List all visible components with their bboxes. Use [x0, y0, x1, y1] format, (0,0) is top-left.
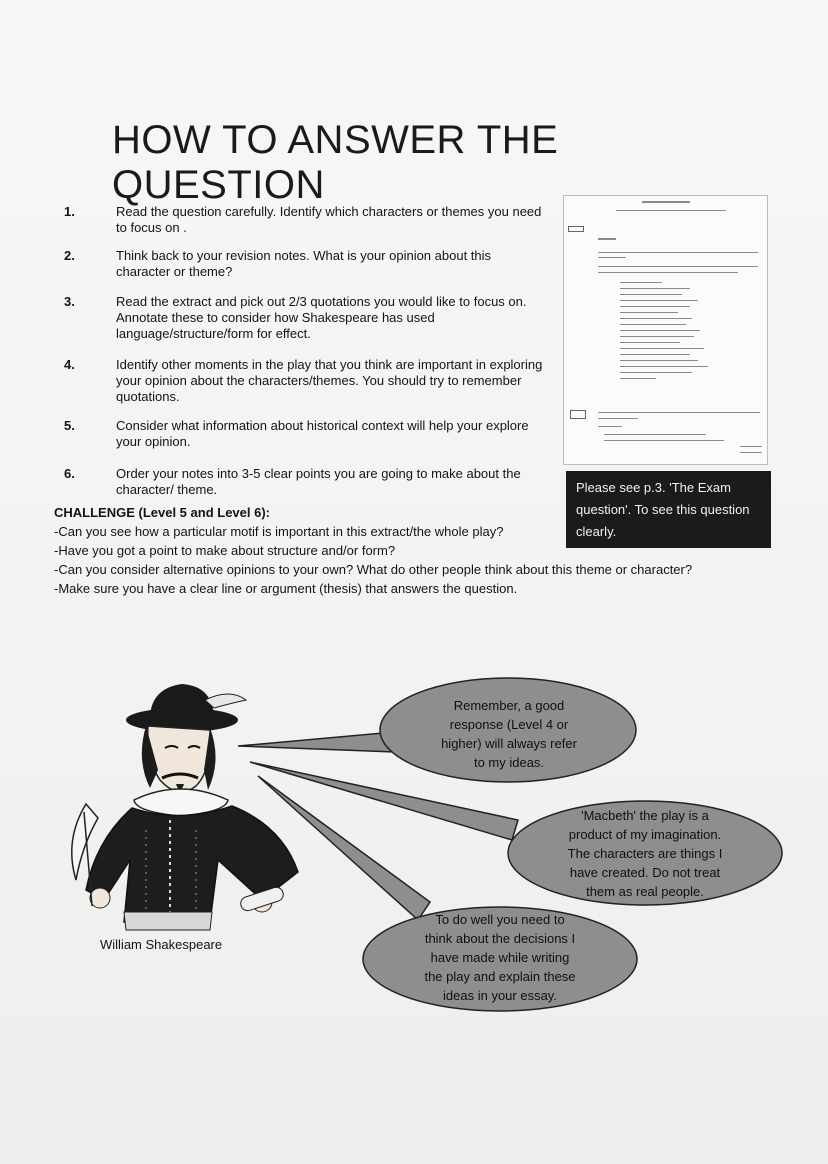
bubble-tail	[238, 732, 395, 752]
challenge-line: -Can you consider alternative opinions to your own? What do other people think about this theme or character?	[54, 562, 693, 577]
step-text: Consider what information about historical context will help your explore your opinion.	[116, 418, 529, 449]
step-number: 5.	[64, 418, 75, 433]
step-text: Order your notes into 3-5 clear points you are going to make about the character/ theme.	[116, 466, 521, 497]
step-number: 3.	[64, 294, 75, 309]
step-number: 4.	[64, 357, 75, 372]
step-number: 2.	[64, 248, 75, 263]
step-number: 1.	[64, 204, 75, 219]
exam-note-box: Please see p.3. 'The Exam question'. To see this question clearly.	[566, 471, 771, 548]
step-text: Read the extract and pick out 2/3 quotations you would like to focus on. Annotate these to consider how Shakespeare has used language/structure/form for effect.	[116, 294, 527, 341]
challenge-heading: CHALLENGE (Level 5 and Level 6):	[54, 505, 270, 520]
hand-icon	[90, 888, 110, 908]
challenge-line: -Have you got a point to make about structure and/or form?	[54, 543, 396, 558]
hat-icon	[126, 684, 246, 732]
illustration-caption: William Shakespeare	[100, 937, 223, 952]
bubble-text-3: To do well you need to think about the decisions I have made while writing the play and explain these ideas in your essay.	[424, 912, 576, 1003]
challenge-line: -Make sure you have a clear line or argument (thesis) that answers the question.	[54, 581, 518, 596]
step-text: Read the question carefully. Identify which characters or themes you need to focus on .	[116, 204, 542, 235]
bubble-text-2: 'Macbeth' the play is a product of my imagination. The characters are things I have created. Do not treat them as real people.	[567, 808, 723, 899]
bubble-text-1: Remember, a good response (Level 4 or higher) will always refer to my ideas.	[441, 698, 577, 770]
step-number: 6.	[64, 466, 75, 481]
challenge-line: -Can you see how a particular motif is important in this extract/the whole play?	[54, 524, 504, 539]
step-text: Identify other moments in the play that you think are important in exploring your opinion about the characters/themes. You should try to remember quotations.	[116, 357, 543, 404]
face-icon	[142, 726, 216, 792]
page-title: HOW TO ANSWER THE QUESTION	[112, 118, 559, 207]
step-text: Think back to your revision notes. What is your opinion about this character or theme?	[116, 248, 492, 279]
